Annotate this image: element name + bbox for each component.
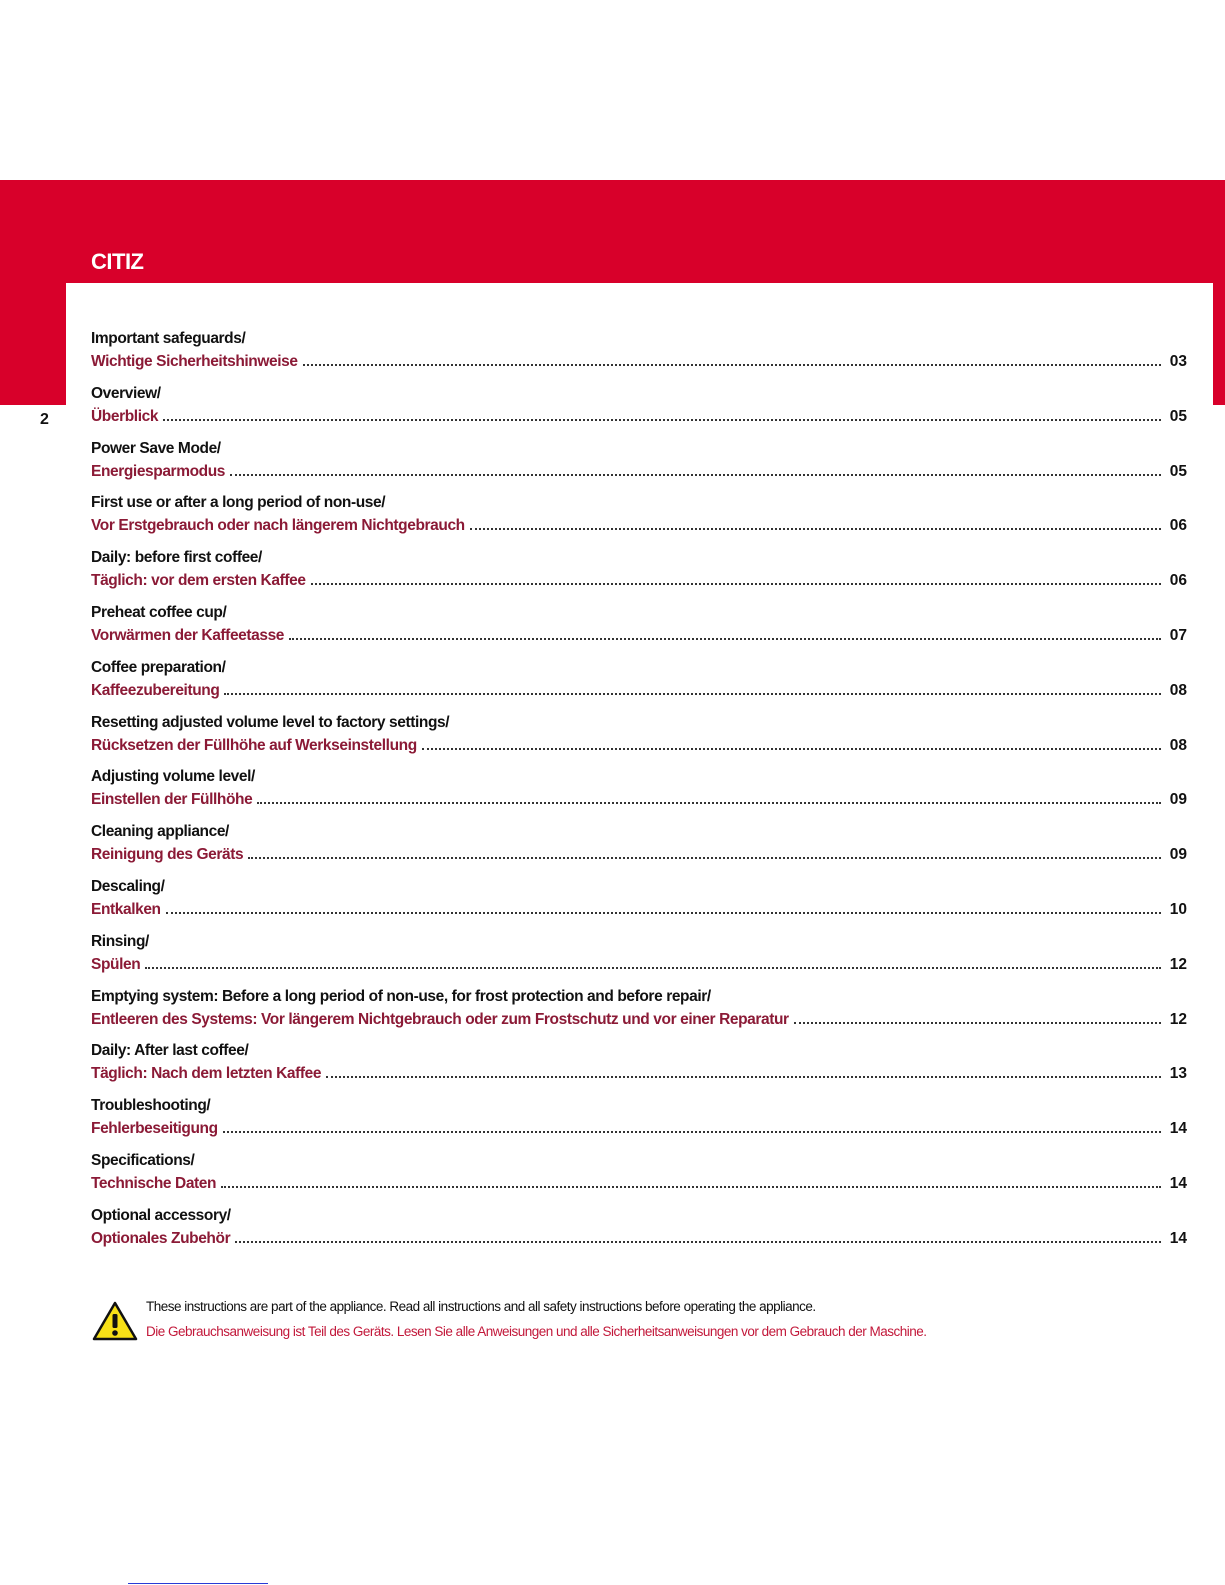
toc-leader-dots [326,1064,1161,1078]
toc-title-de: Rücksetzen der Füllhöhe auf Werkseinstellung [91,736,417,754]
toc-leader-dots [248,845,1161,859]
toc-title-en: Specifications/ [91,1151,195,1169]
toc-leader-dots [794,1010,1161,1024]
toc-row-de [91,462,1187,481]
toc-title-de: Täglich: vor dem ersten Kaffee [91,572,306,590]
toc-entry[interactable] [91,988,1187,1043]
toc-title-en: Daily: before first coffee/ [91,549,262,567]
toc-entry[interactable] [91,440,1187,495]
toc-entry[interactable] [91,549,1187,604]
toc-row-de [91,407,1187,426]
toc-page-number: 05 [1169,462,1187,480]
toc-entry[interactable] [91,330,1187,385]
toc-page-number: 10 [1169,900,1187,918]
toc-page-number: 06 [1169,572,1187,590]
toc-title-de: Vor Erstgebrauch oder nach längerem Nichtgebrauch [91,517,465,535]
toc-title-en: Descaling/ [91,877,165,895]
toc-entry[interactable] [91,714,1187,769]
toc-title-en: Important safeguards/ [91,330,246,347]
toc-title-en: Optional accessory/ [91,1206,231,1224]
toc-title-de: Reinigung des Geräts [91,846,244,864]
toc-row-de [91,1229,1187,1248]
toc-row-de [91,955,1187,974]
toc-title-en: Resetting adjusted volume level to factory settings/ [91,713,450,731]
toc-row-de [91,352,1187,371]
toc-leader-dots [311,571,1161,585]
toc-page-number: 14 [1169,1229,1187,1247]
toc-title-de: Optionales Zubehör [91,1229,231,1247]
bottom-link-rule [128,1583,268,1584]
toc-entry[interactable] [91,878,1187,933]
toc-entry[interactable] [91,659,1187,714]
toc-row-de [91,1174,1187,1193]
toc-leader-dots [163,407,1161,421]
toc-title-de: Entkalken [91,900,161,918]
toc-title-en: Cleaning appliance/ [91,823,229,841]
toc-entry[interactable] [91,1207,1187,1262]
toc-leader-dots [303,352,1161,366]
toc-leader-dots [235,1229,1161,1243]
toc-leader-dots [145,955,1161,969]
toc-title-de: Energiesparmodus [91,462,226,480]
toc-page-number: 14 [1169,1120,1187,1138]
toc-leader-dots [257,790,1161,804]
toc-title-en: Rinsing/ [91,932,149,950]
toc-page-number: 12 [1169,1010,1187,1028]
toc-title-en: Overview/ [91,384,161,402]
toc-leader-dots [221,1174,1161,1188]
notice-text-en: These instructions are part of the appliance. Read all instructions and all safety instructions before operating the appliance. [146,1299,816,1314]
toc-title-en: Coffee preparation/ [91,658,226,676]
toc-row-de [91,571,1187,590]
toc-page-number: 05 [1169,407,1187,425]
toc-page-number: 09 [1169,846,1187,864]
toc-title-de: Technische Daten [91,1174,217,1192]
toc-title-en: Power Save Mode/ [91,439,221,457]
toc-page-number: 06 [1169,517,1187,535]
toc-page-number: 14 [1169,1174,1187,1192]
toc-leader-dots [470,516,1161,530]
toc-leader-dots [230,462,1161,476]
toc-title-en: Daily: After last coffee/ [91,1042,249,1060]
toc-title-de: Wichtige Sicherheitshinweise [91,353,298,370]
toc-entry[interactable] [91,494,1187,549]
table-of-contents [91,330,1187,1262]
notice-text-de: Die Gebrauchsanweisung ist Teil des Geräts. Lesen Sie alle Anweisungen und alle Sicherheitsanweisungen vor dem Gebrauch der Maschine. [146,1324,927,1339]
toc-page-number: 03 [1169,353,1187,370]
toc-title-en: Troubleshooting/ [91,1097,211,1115]
toc-title-en: Adjusting volume level/ [91,768,255,786]
toc-entry[interactable] [91,1152,1187,1207]
safety-notice [92,1297,1092,1347]
toc-title-en: Preheat coffee cup/ [91,603,227,621]
toc-title-de: Täglich: Nach dem letzten Kaffee [91,1065,322,1083]
toc-title-de: Entleeren des Systems: Vor längerem Nichtgebrauch oder zum Frostschutz und vor einer Reparatur [91,1010,789,1028]
toc-entry[interactable] [91,1097,1187,1152]
toc-row-de [91,516,1187,535]
toc-row-de [91,1010,1187,1029]
toc-leader-dots [224,681,1161,695]
toc-leader-dots [289,626,1161,640]
toc-row-de [91,681,1187,700]
page-number: 2 [40,411,49,428]
left-accent-bar [0,283,66,405]
toc-entry[interactable] [91,768,1187,823]
toc-title-de: Überblick [91,407,159,425]
toc-row-de [91,900,1187,919]
toc-entry[interactable] [91,385,1187,440]
toc-leader-dots [166,900,1161,914]
toc-title-de: Einstellen der Füllhöhe [91,791,253,809]
toc-leader-dots [422,736,1161,750]
toc-entry[interactable] [91,823,1187,878]
toc-title-en: First use or after a long period of non-use/ [91,494,386,512]
toc-entry[interactable] [91,604,1187,659]
toc-entry[interactable] [91,1042,1187,1097]
toc-entry[interactable] [91,933,1187,988]
toc-page-number: 12 [1169,955,1187,973]
toc-page-number: 09 [1169,791,1187,809]
toc-row-de [91,845,1187,864]
toc-page-number: 13 [1169,1065,1187,1083]
toc-title-de: Fehlerbeseitigung [91,1120,218,1138]
toc-row-de [91,626,1187,645]
toc-page-number: 08 [1169,736,1187,754]
toc-row-de [91,790,1187,809]
warning-icon [92,1301,138,1341]
toc-row-de [91,1064,1187,1083]
toc-title-en: Emptying system: Before a long period of non-use, for frost protection and before repair/ [91,987,711,1005]
toc-row-de [91,1119,1187,1138]
toc-leader-dots [223,1119,1161,1133]
toc-title-de: Spülen [91,955,141,973]
toc-row-de [91,736,1187,755]
right-accent-bar [1213,283,1225,405]
header-banner [0,180,1225,283]
toc-title-de: Kaffeezubereitung [91,681,220,699]
toc-page-number: 08 [1169,681,1187,699]
toc-title-de: Vorwärmen der Kaffeetasse [91,626,285,644]
page-title: CITIZ [91,249,144,274]
toc-page-number: 07 [1169,626,1187,644]
